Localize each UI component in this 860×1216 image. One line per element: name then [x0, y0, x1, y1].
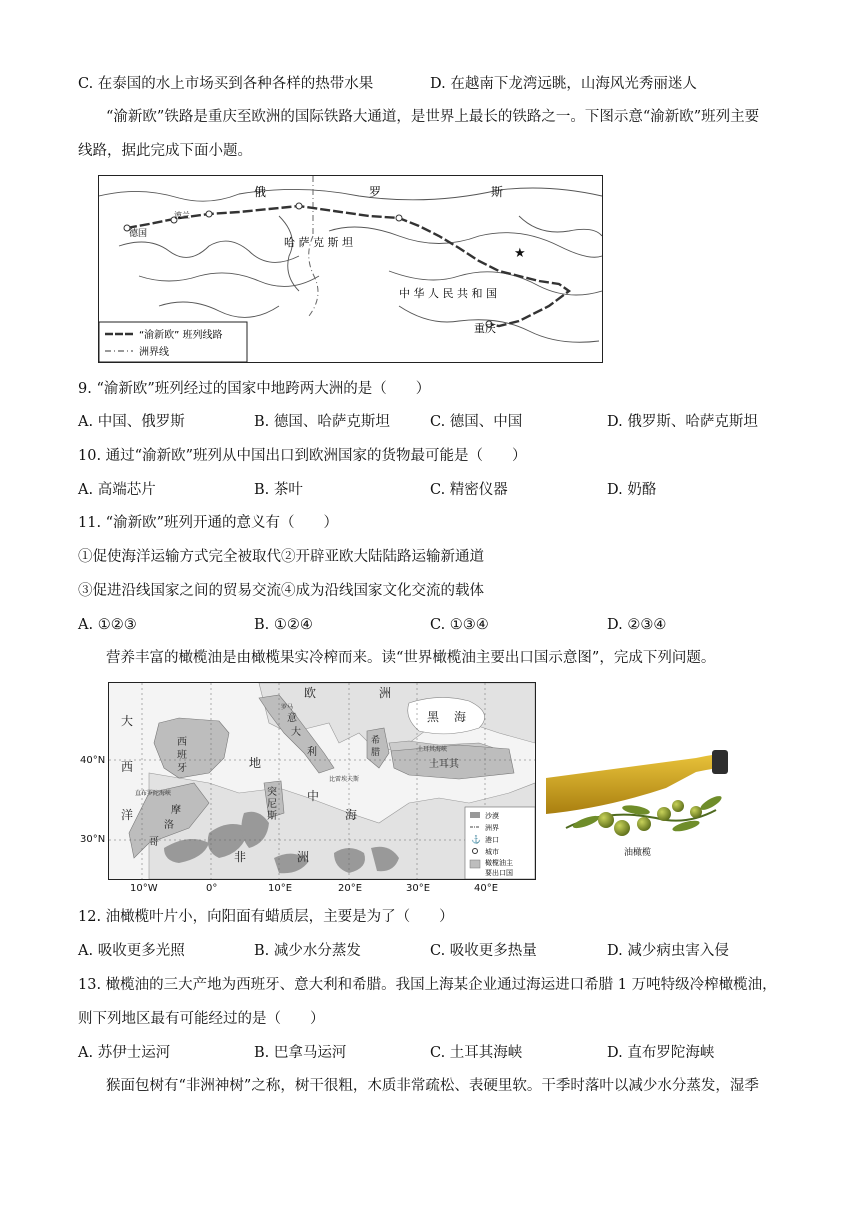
label-germany: 德国	[129, 229, 148, 239]
question-11: 11. “渝新欧”班列开通的意义有（ ）	[78, 515, 338, 531]
label-italy-1: 意	[287, 713, 297, 724]
label-spain-1: 西	[177, 737, 187, 748]
q10-option-a: A. 高端芯片	[78, 482, 156, 498]
label-russia-2: 罗	[369, 185, 382, 199]
label-africa-2: 洲	[297, 850, 310, 864]
intro-baobab: 猴面包树有“非洲神树”之称，树干很粗，木质非常疏松、表硬里软。干季时落叶以减少水分蒸发，湿季	[106, 1078, 759, 1094]
label-turkish-strait: 土耳其海峡	[417, 746, 448, 753]
label-piraeus: 比雷埃夫斯	[329, 776, 360, 783]
label-tunisia-1: 突	[267, 787, 277, 798]
olive-caption: 油橄榄	[624, 848, 652, 858]
q9-option-d: D. 俄罗斯、哈萨克斯坦	[607, 414, 758, 430]
label-ocean-2: 西	[121, 760, 134, 774]
lon-30e: 30°E	[406, 883, 431, 894]
olive-map	[108, 682, 536, 880]
lat-40: 40°N	[80, 755, 106, 766]
lon-40e: 40°E	[474, 883, 499, 894]
q9-option-b: B. 德国、哈萨克斯坦	[254, 414, 390, 430]
option-c: C. 在泰国的水上市场买到各种各样的热带水果	[78, 76, 374, 92]
question-9: 9. “渝新欧”班列经过的国家中地跨两大洲的是（ ）	[78, 381, 431, 397]
lon-10w: 10°W	[130, 883, 158, 894]
question-13-cont: 则下列地区最有可能经过的是（ ）	[78, 1011, 325, 1027]
intro-olive: 营养丰富的橄榄油是由橄榄果实冷榨而来。读“世界橄榄油主要出口国示意图”，完成下列问题。	[106, 650, 716, 666]
svg-text:⚓: ⚓	[471, 835, 481, 844]
olive-oil-image	[546, 748, 730, 852]
legend-boundary: 洲界线	[139, 347, 169, 358]
legend-desert: 沙漠	[485, 812, 499, 820]
label-ocean-1: 大	[121, 714, 134, 728]
intro-paragraph-cont: 线路，据此完成下面小题。	[78, 143, 252, 159]
label-morocco-1: 摩	[171, 805, 181, 816]
label-ocean-3: 洋	[121, 808, 134, 822]
lon-0: 0°	[206, 883, 218, 894]
q11-option-a: A. ①②③	[78, 617, 137, 633]
lat-30: 30°N	[80, 834, 106, 845]
q13-option-c: C. 土耳其海峡	[430, 1045, 523, 1061]
svg-text:★: ★	[514, 246, 526, 261]
label-china: 中 华 人 民 共 和 国	[399, 287, 497, 300]
railway-map	[98, 175, 603, 363]
label-kazakhstan: 哈 萨 克 斯 坦	[284, 236, 353, 249]
label-tunisia-3: 斯	[267, 811, 277, 822]
label-europe-2: 洲	[379, 686, 392, 700]
label-morocco-2: 洛	[164, 820, 174, 831]
q13-option-a: A. 苏伊士运河	[78, 1045, 171, 1061]
legend-port: 港口	[485, 836, 499, 844]
label-blacksea-1: 黑	[427, 710, 440, 724]
label-sea-1: 地	[249, 756, 262, 770]
q11-option-b: B. ①②④	[254, 617, 313, 633]
q13-option-b: B. 巴拿马运河	[254, 1045, 347, 1061]
q9-option-a: A. 中国、俄罗斯	[78, 414, 185, 430]
legend-exporter-1: 橄榄油主	[485, 859, 513, 867]
q10-option-c: C. 精密仪器	[430, 482, 508, 498]
label-italy-2: 大	[291, 727, 301, 738]
label-gibraltar: 直布罗陀海峡	[135, 790, 172, 797]
q12-option-b: B. 减少水分蒸发	[254, 943, 361, 959]
q10-option-b: B. 茶叶	[254, 482, 303, 498]
label-sea-2: 中	[307, 789, 320, 803]
lon-10e: 10°E	[268, 883, 293, 894]
label-rome: 罗马	[281, 704, 294, 711]
legend-exporter-2: 要出口国	[485, 869, 513, 877]
q13-option-d: D. 直布罗陀海峡	[607, 1045, 715, 1061]
label-italy-3: 利	[307, 747, 317, 758]
question-13: 13. 橄榄油的三大产地为西班牙、意大利和希腊。我国上海某企业通过海运进口希腊 1 万吨特级冷榨橄榄油，	[78, 977, 777, 993]
label-europe-1: 欧	[304, 686, 317, 700]
legend-route: “渝新欧” 班列线路	[139, 330, 223, 341]
q11-statements-1: ①促使海洋运输方式完全被取代②开辟亚欧大陆陆路运输新通道	[78, 549, 484, 565]
label-spain-2: 班	[177, 750, 187, 761]
q10-option-d: D. 奶酪	[607, 482, 657, 498]
label-morocco-3: 哥	[149, 837, 159, 848]
legend-boundary2: 洲界	[485, 824, 499, 832]
legend-city: 城市	[485, 848, 499, 856]
label-spain-3: 牙	[177, 763, 187, 774]
label-russia-3: 斯	[491, 185, 504, 199]
label-sea-3: 海	[345, 808, 358, 822]
lon-20e: 20°E	[338, 883, 363, 894]
q12-option-a: A. 吸收更多光照	[78, 943, 185, 959]
label-africa-1: 非	[234, 850, 247, 864]
label-poland: 波兰	[174, 211, 190, 220]
label-blacksea-2: 海	[454, 710, 467, 724]
label-chongqing: 重庆	[474, 322, 496, 335]
q12-option-c: C. 吸收更多热量	[430, 943, 537, 959]
label-russia-1: 俄	[254, 185, 267, 199]
label-greece-2: 腊	[371, 748, 381, 758]
q11-statements-2: ③促进沿线国家之间的贸易交流④成为沿线国家文化交流的载体	[78, 583, 484, 599]
label-greece-1: 希	[371, 736, 381, 746]
label-tunisia-2: 尼	[267, 799, 277, 810]
q9-option-c: C. 德国、中国	[430, 414, 523, 430]
q11-option-d: D. ②③④	[607, 617, 667, 633]
question-12: 12. 油橄榄叶片小，向阳面有蜡质层，主要是为了（ ）	[78, 909, 454, 925]
label-turkey: 土耳其	[429, 759, 459, 770]
option-d: D. 在越南下龙湾远眺，山海风光秀丽迷人	[430, 76, 697, 92]
intro-paragraph: “渝新欧”铁路是重庆至欧洲的国际铁路大通道，是世界上最长的铁路之一。下图示意“渝新欧”班列主要	[106, 109, 760, 125]
q12-option-d: D. 减少病虫害入侵	[607, 943, 729, 959]
q11-option-c: C. ①③④	[430, 617, 489, 633]
question-10: 10. 通过“渝新欧”班列从中国出口到欧洲国家的货物最可能是（ ）	[78, 448, 527, 464]
